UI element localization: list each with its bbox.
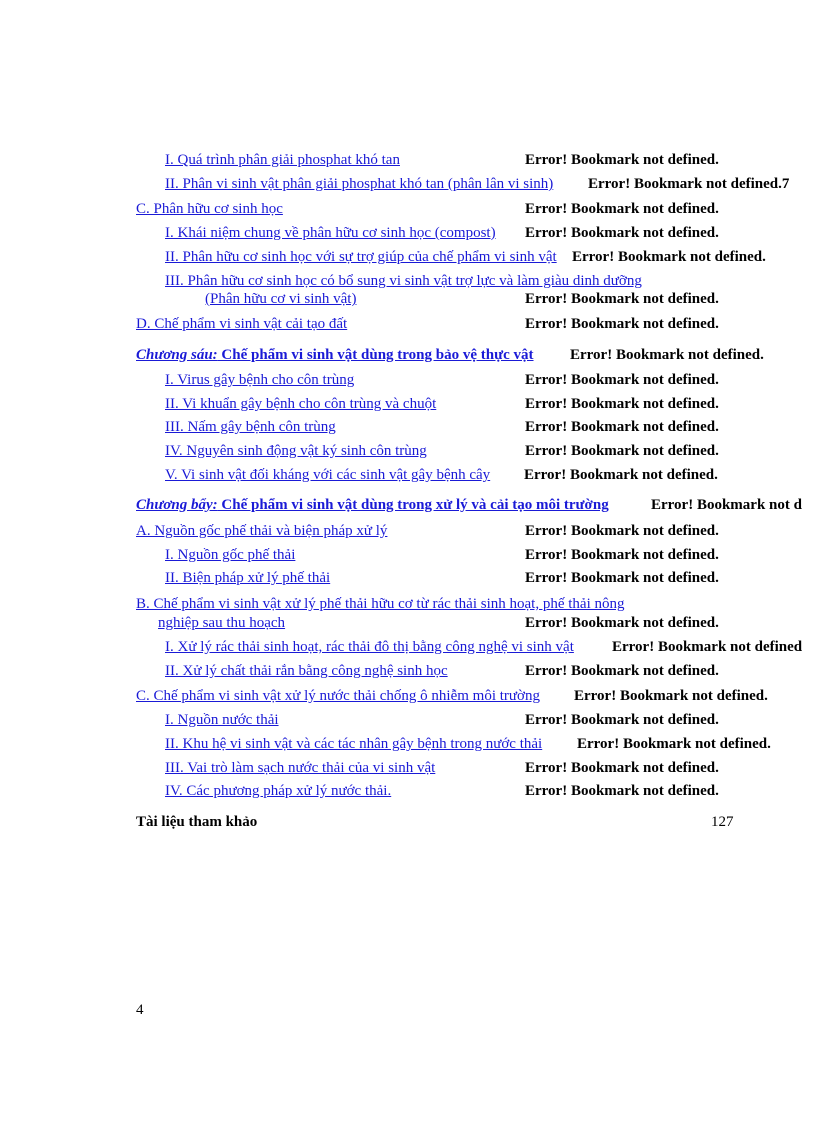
error-text: Error! Bookmark not defined. — [525, 291, 719, 307]
toc-entry-link[interactable]: III. Nấm gây bệnh côn trùng — [165, 419, 336, 435]
toc-entry-link[interactable]: V. Vi sinh vật đối kháng với các sinh vật gây bệnh cây — [165, 467, 491, 483]
toc-chapter-link[interactable] — [136, 496, 609, 514]
toc-chapter-link[interactable] — [136, 346, 534, 364]
error-text: Error! Bookmark not defined. — [572, 249, 766, 265]
toc-entry-link[interactable]: IV. Nguyên sinh động vật ký sinh côn trùng — [165, 443, 427, 459]
references-page-number: 127 — [711, 814, 734, 830]
error-text: Error! Bookmark not defined. — [525, 523, 719, 539]
chapter-title: Chế phẩm vi sinh vật dùng trong xử lý và cải tạo môi trường — [217, 497, 609, 513]
error-text: Error! Bookmark not defined. — [525, 419, 719, 435]
toc-entry-link[interactable]: II. Xử lý chất thải rắn bằng công nghệ sinh học — [165, 663, 448, 679]
error-text: Error! Bookmark not defined. — [525, 372, 719, 388]
toc-entry-link[interactable]: I. Xử lý rác thải sinh hoạt, rác thải đô thị bằng công nghệ vi sinh vật — [165, 639, 574, 655]
toc-entry-link[interactable]: I. Nguồn gốc phế thải — [165, 547, 296, 563]
error-text: Error! Bookmark not defined. — [577, 736, 771, 752]
chapter-prefix: Chương bẩy: — [136, 497, 218, 513]
error-text: Error! Bookmark not defined. — [525, 152, 719, 168]
page-ref: 7 — [781, 176, 790, 192]
error-text: Error! Bookmark not defined. — [525, 201, 719, 217]
error-text: Error! Bookmark not defined. — [525, 783, 719, 799]
error-text: Error! Bookmark not d — [651, 497, 802, 513]
error-message: Error! Bookmark not defined. — [588, 176, 782, 192]
chapter-prefix: Chương sáu: — [136, 347, 218, 363]
toc-section-link[interactable]: A. Nguồn gốc phế thải và biện pháp xử lý — [136, 523, 388, 539]
error-text: Error! Bookmark not defined. — [525, 663, 719, 679]
error-text: Error! Bookmark not defined. — [525, 570, 719, 586]
error-text: Error! Bookmark not defined. — [525, 547, 719, 563]
error-text: Error! Bookmark not defined. — [525, 225, 719, 241]
error-text: Error! Bookmark not defined — [612, 639, 803, 655]
toc-section-link[interactable]: B. Chế phẩm vi sinh vật xử lý phế thải hữu cơ từ rác thải sinh hoạt, phế thải nông — [136, 596, 625, 612]
toc-section-link[interactable]: C. Phân hữu cơ sinh học — [136, 201, 283, 217]
toc-section-link-continued[interactable]: nghiệp sau thu hoạch — [158, 615, 286, 631]
error-text: Error! Bookmark not defined. — [574, 688, 768, 704]
toc-entry-link[interactable]: II. Vi khuẩn gây bệnh cho côn trùng và chuột — [165, 396, 437, 412]
error-text: Error! Bookmark not defined. — [525, 316, 719, 332]
references-entry: Tài liệu tham khảo — [136, 814, 258, 830]
toc-entry-link[interactable]: IV. Các phương pháp xử lý nước thải. — [165, 783, 392, 799]
toc-entry-link[interactable]: II. Phân vi sinh vật phân giải phosphat khó tan (phân lân vi sinh) — [165, 176, 554, 192]
toc-entry-link[interactable]: II. Biện pháp xử lý phế thải — [165, 570, 331, 586]
toc-entry-link[interactable]: I. Khái niệm chung về phân hữu cơ sinh học (compost) — [165, 225, 496, 241]
error-text: Error! Bookmark not defined. — [524, 467, 718, 483]
toc-entry-link[interactable]: II. Khu hệ vi sinh vật và các tác nhân gây bệnh trong nước thải — [165, 736, 543, 752]
page-number: 4 — [136, 1002, 144, 1018]
toc-entry-link[interactable]: I. Virus gây bệnh cho côn trùng — [165, 372, 355, 388]
toc-entry-link[interactable]: I. Nguồn nước thải — [165, 712, 279, 728]
error-text: Error! Bookmark not defined. — [525, 396, 719, 412]
toc-entry-link[interactable]: I. Quá trình phân giải phosphat khó tan — [165, 152, 400, 168]
toc-entry-link[interactable]: III. Phân hữu cơ sinh học có bổ sung vi sinh vật trợ lực và làm giàu dinh dưỡng — [165, 273, 642, 289]
chapter-title: Chế phẩm vi sinh vật dùng trong bảo vệ thực vật — [217, 347, 534, 363]
toc-entry-link[interactable]: II. Phân hữu cơ sinh học với sự trợ giúp của chế phẩm vi sinh vật — [165, 249, 557, 265]
toc-section-link[interactable]: C. Chế phẩm vi sinh vật xử lý nước thải chống ô nhiễm môi trường — [136, 688, 540, 704]
error-text — [588, 175, 789, 193]
error-text: Error! Bookmark not defined. — [525, 712, 719, 728]
toc-entry-link-continued[interactable]: (Phân hữu cơ vi sinh vật) — [205, 291, 357, 307]
toc-section-link[interactable]: D. Chế phẩm vi sinh vật cải tạo đất — [136, 316, 348, 332]
error-text: Error! Bookmark not defined. — [525, 615, 719, 631]
error-text: Error! Bookmark not defined. — [525, 443, 719, 459]
error-text: Error! Bookmark not defined. — [525, 760, 719, 776]
error-text: Error! Bookmark not defined. — [570, 347, 764, 363]
toc-entry-link[interactable]: III. Vai trò làm sạch nước thải của vi sinh vật — [165, 760, 436, 776]
